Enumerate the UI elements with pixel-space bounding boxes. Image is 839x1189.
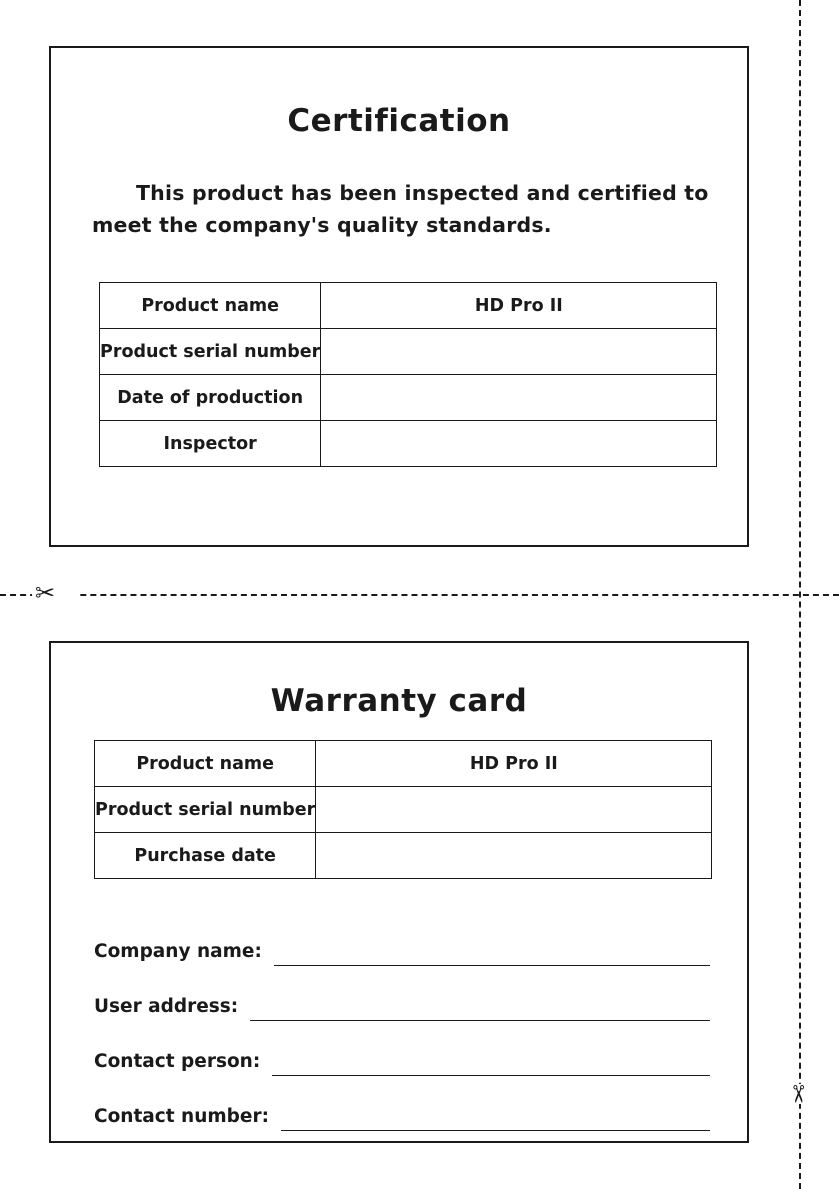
field-label: Contact number: xyxy=(94,1106,269,1127)
table-row xyxy=(100,329,717,375)
fill-in-line[interactable] xyxy=(272,1055,710,1076)
row-value: HD Pro II xyxy=(316,741,712,787)
contact-person-field xyxy=(94,1023,710,1078)
certification-card xyxy=(49,46,749,547)
fill-in-line[interactable] xyxy=(274,945,710,966)
row-label: Product serial number xyxy=(100,329,321,375)
row-value: HD Pro II xyxy=(321,283,717,329)
row-label: Product name xyxy=(100,283,321,329)
scissors-icon: ✂ xyxy=(32,581,78,605)
row-value xyxy=(316,787,712,833)
row-label: Purchase date xyxy=(95,833,316,879)
scissors-icon: ✂ xyxy=(784,1083,813,1105)
table-row xyxy=(95,787,712,833)
certification-table xyxy=(99,282,717,467)
table-row xyxy=(100,421,717,467)
row-value xyxy=(316,833,712,879)
field-label: User address: xyxy=(94,996,239,1017)
company-name-field xyxy=(94,913,710,968)
fill-in-line[interactable] xyxy=(281,1110,710,1131)
horizontal-cut-line xyxy=(0,594,839,596)
fill-in-line[interactable] xyxy=(250,1000,710,1021)
field-label: Company name: xyxy=(94,941,262,962)
warranty-card xyxy=(49,641,749,1143)
row-label: Product name xyxy=(95,741,316,787)
certification-statement: This product has been inspected and certified to meet the company's quality standards. xyxy=(92,181,709,237)
field-label: Contact person: xyxy=(94,1051,261,1072)
warranty-fields xyxy=(94,913,710,1133)
row-value xyxy=(321,375,717,421)
vertical-cut-line xyxy=(799,0,801,1189)
row-value xyxy=(321,421,717,467)
row-label: Date of production xyxy=(100,375,321,421)
table-row xyxy=(95,833,712,879)
table-row xyxy=(100,283,717,329)
table-row xyxy=(100,375,717,421)
warranty-title: Warranty card xyxy=(270,683,528,719)
contact-number-field xyxy=(94,1078,710,1133)
table-row xyxy=(95,741,712,787)
row-label: Inspector xyxy=(100,421,321,467)
row-label: Product serial number xyxy=(95,787,316,833)
row-value xyxy=(321,329,717,375)
user-address-field xyxy=(94,968,710,1023)
certification-title: Certification xyxy=(287,103,511,139)
warranty-table xyxy=(94,740,712,879)
